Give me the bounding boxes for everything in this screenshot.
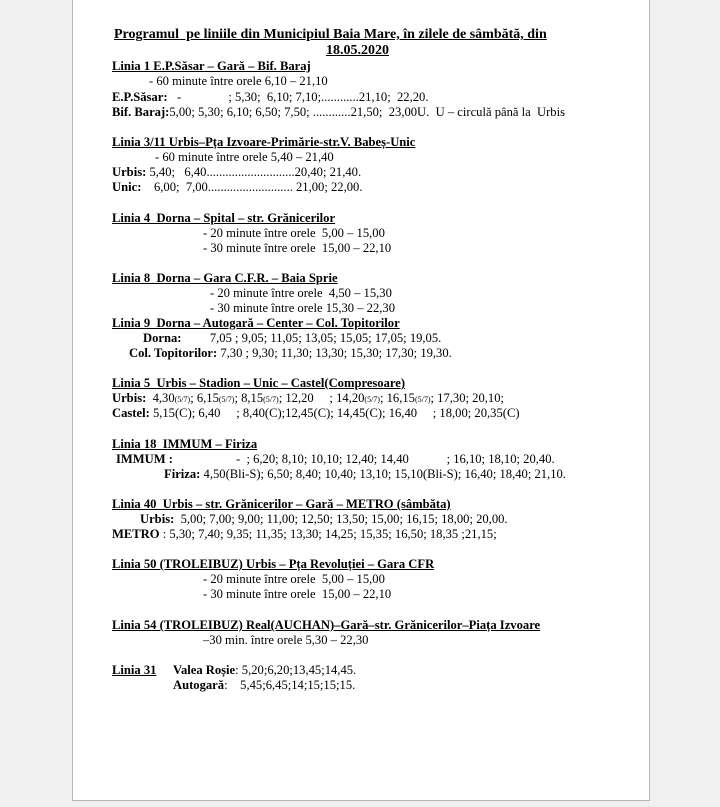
- doc-title-line2: 18.05.2020: [326, 43, 389, 58]
- line-5-row-1: [112, 391, 504, 407]
- line-4-heading: Linia 4 Dorna – Spital – str. Grănicerilor: [112, 211, 336, 225]
- stop-times: 7,30 ; 9,30; 11,30; 13,30; 15,30; 17,30; 19,30.: [220, 346, 452, 360]
- stop-label: Urbis:: [140, 512, 175, 526]
- stop-label: Urbis:: [112, 165, 147, 179]
- stop-times: ; 12,20 ; 14,20: [278, 391, 365, 405]
- stop-times: - ; 5,30; 6,10; 7,10;............21,10; 22,20.: [176, 90, 429, 104]
- line-18-row-2: [164, 467, 566, 482]
- line-1-heading: Linia 1 E.P.Săsar – Gară – Bif. Baraj: [112, 59, 311, 73]
- line-40-row-2: [112, 527, 497, 542]
- line-50-interval-1: - 20 minute între orele 5,00 – 15,00: [203, 572, 385, 586]
- stop-times: ; 8,15: [234, 391, 264, 405]
- stop-label: Bif. Baraj:: [112, 105, 170, 119]
- stop-times: 5,40; 6,40............................20,40; 21,40.: [149, 165, 362, 179]
- line-40-heading: Linia 40 Urbis – str. Grănicerilor – Gară – METRO (sâmbăta): [112, 497, 451, 511]
- line-54-heading: Linia 54 (TROLEIBUZ) Real(AUCHAN)–Gară–str. Grănicerilor–Piața Izvoare: [112, 618, 541, 632]
- line-3-row-2: [112, 180, 362, 195]
- stop-times: ; 16,15: [379, 391, 415, 405]
- stop-label: IMMUM :: [116, 452, 173, 466]
- line-4-interval-2: - 30 minute între orele 15,00 – 22,10: [203, 241, 392, 255]
- line-5-heading: Linia 5 Urbis – Stadion – Unic – Castel(Compresoare): [112, 376, 406, 390]
- stop-times: - ; 6,20; 8,10; 10,10; 12,40; 14,40 ; 16,10; 18,10; 20,40.: [235, 452, 555, 466]
- stop-label: Col. Topitorilor:: [129, 346, 218, 360]
- schedule-footnote: (5/7): [414, 395, 431, 404]
- stop-label: Autogară: [173, 678, 225, 692]
- stop-label: Urbis:: [112, 391, 147, 405]
- doc-title-line1: Programul pe liniile din Municipiul Baia Mare, în zilele de sâmbătă, din: [114, 27, 547, 42]
- stop-times: 4,50(Bli-S); 6,50; 8,40; 10,40; 13,10; 15,10(Bli-S); 16,40; 18,40; 21,10.: [203, 467, 566, 481]
- line-1-row-1: [112, 90, 429, 105]
- stop-times: 4,30: [152, 391, 175, 405]
- stop-times: 5,00; 7,00; 9,00; 11,00; 12,50; 13,50; 15,00; 16,15; 18,00; 20,00.: [180, 512, 508, 526]
- line-31-row-2: [173, 678, 355, 693]
- line-9-heading: Linia 9 Dorna – Autogară – Center – Col. Topitorilor: [112, 316, 400, 330]
- stop-label: Valea Roșie: [173, 663, 236, 677]
- line-1-interval: - 60 minute între orele 6,10 – 21,10: [149, 74, 328, 88]
- line-8-heading: Linia 8 Dorna – Gara C.F.R. – Baia Sprie: [112, 271, 338, 285]
- stop-label: Firiza:: [164, 467, 201, 481]
- schedule-footnote: (5/7): [218, 395, 235, 404]
- line-18-heading: Linia 18 IMMUM – Firiza: [112, 437, 258, 451]
- stop-times: : 5,30; 7,40; 9,35; 11,35; 13,30; 14,25; 15,35; 16,50; 18,35 ;21,15;: [162, 527, 497, 541]
- line-54-interval: –30 min. între orele 5,30 – 22,30: [203, 633, 369, 647]
- stop-times: : 5,20;6,20;13,45;14,45.: [235, 663, 357, 677]
- stop-label: METRO: [112, 527, 160, 541]
- stop-times: 6,00; 7,00........................... 21,00; 22,00.: [153, 180, 363, 194]
- stop-label: Dorna:: [143, 331, 182, 345]
- line-1-row-2: [112, 105, 565, 120]
- stop-times: 7,05 ; 9,05; 11,05; 13,05; 15,05; 17,05; 19,05.: [209, 331, 442, 345]
- line-8-interval-2: - 30 minute între orele 15,30 – 22,30: [210, 301, 396, 315]
- line-40-row-1: [140, 512, 508, 527]
- stop-times: : 5,45;6,45;14;15;15;15.: [224, 678, 356, 692]
- line-5-row-2: [112, 406, 520, 421]
- stop-label: Unic:: [112, 180, 142, 194]
- stop-times: ; 6,15: [190, 391, 219, 405]
- line-9-row-1: [143, 331, 441, 346]
- line-8-interval-1: - 20 minute între orele 4,50 – 15,30: [210, 286, 392, 300]
- stop-times: 5,00; 5,30; 6,10; 6,50; 7,50; ............21,50; 23,00U. U – circulă până la Urbis: [169, 105, 565, 119]
- stop-times: ; 17,30; 20,10;: [430, 391, 504, 405]
- stop-label: Castel:: [112, 406, 150, 420]
- line-31-row-1: [173, 663, 356, 678]
- line-50-heading: Linia 50 (TROLEIBUZ) Urbis – Pța Revoluției – Gara CFR: [112, 557, 435, 571]
- schedule-footnote: (5/7): [364, 395, 380, 404]
- line-18-row-1: [116, 452, 555, 467]
- stop-times: 5,15(C); 6,40 ; 8,40(C);12,45(C); 14,45(C); 16,40 ; 18,00; 20,35(C): [152, 406, 520, 420]
- line-50-interval-2: - 30 minute între orele 15,00 – 22,10: [203, 587, 392, 601]
- schedule-footnote: (5/7): [174, 395, 191, 404]
- line-31-heading: Linia 31: [112, 663, 157, 677]
- line-3-heading: Linia 3/11 Urbis–Pța Izvoare-Primărie-str.V. Babeș-Unic: [112, 135, 416, 149]
- line-9-row-2: [129, 346, 452, 361]
- line-4-interval-1: - 20 minute între orele 5,00 – 15,00: [203, 226, 385, 240]
- line-3-interval: - 60 minute între orele 5,40 – 21,40: [155, 150, 334, 164]
- stop-label: E.P.Săsar:: [112, 90, 168, 104]
- line-3-row-1: [112, 165, 361, 180]
- schedule-footnote: (5/7): [263, 395, 279, 404]
